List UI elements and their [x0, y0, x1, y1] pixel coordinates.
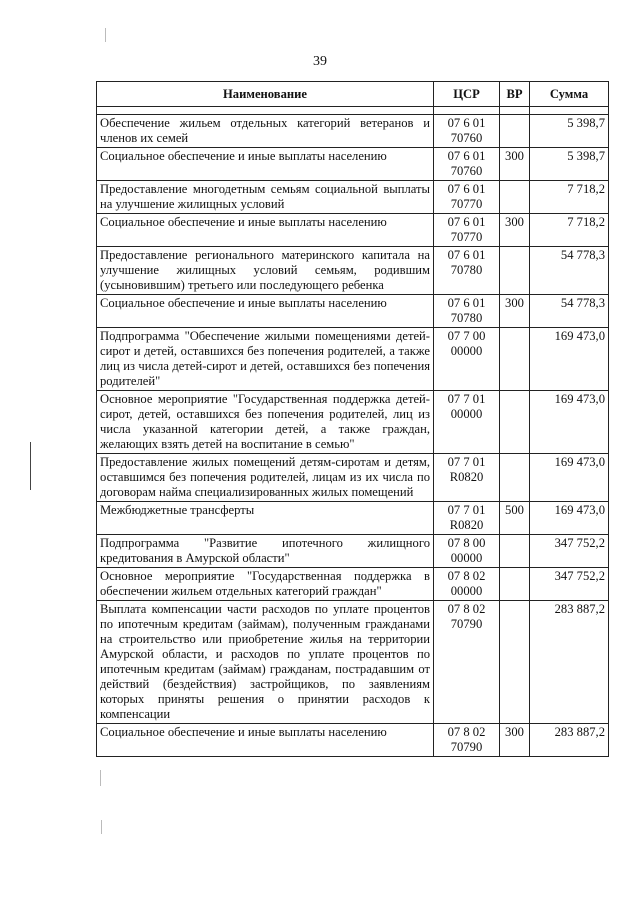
row-name: Подпрограмма "Развитие ипотечного жилищного кредитования в Амурской области" — [97, 535, 434, 568]
row-sum: 7 718,2 — [530, 214, 609, 247]
row-csr — [434, 214, 500, 247]
row-csr — [434, 724, 500, 757]
row-sum: 283 887,2 — [530, 601, 609, 724]
row-csr-line: 00000 — [450, 584, 483, 598]
row-csr — [434, 568, 500, 601]
scan-mark — [105, 28, 106, 42]
row-name: Выплата компенсации части расходов по уплате процентов по ипотечным кредитам (займам), полученным гражданами на строительство или приобретение жилья на территории Амурской области, и расходов по уплате процентов по ипотечным кредитам (займам) гражданам, пострадавшим от действий (бездействия) застройщиков, по заявлениям которых приняты решения о принятии расходов к компенсации — [97, 601, 434, 724]
row-csr — [434, 247, 500, 295]
row-name: Социальное обеспечение и иные выплаты населению — [97, 295, 434, 328]
row-sum: 169 473,0 — [530, 502, 609, 535]
table-row — [97, 535, 609, 568]
row-csr-line: 70790 — [450, 740, 483, 754]
row-name: Обеспечение жильем отдельных категорий ветеранов и членов их семей — [97, 115, 434, 148]
row-csr-line: 00000 — [450, 551, 483, 565]
row-csr-line: 07 6 01 — [447, 116, 486, 130]
row-csr — [434, 328, 500, 391]
row-csr-line: 07 7 01 — [447, 455, 486, 469]
row-sum: 7 718,2 — [530, 181, 609, 214]
row-name: Предоставление многодетным семьям социальной выплаты на улучшение жилищных условий — [97, 181, 434, 214]
table-row — [97, 295, 609, 328]
row-sum: 54 778,3 — [530, 295, 609, 328]
row-vr — [500, 535, 530, 568]
row-csr-line: 70780 — [450, 311, 483, 325]
row-vr — [500, 601, 530, 724]
row-name: Основное мероприятие "Государственная поддержка детей-сирот, детей, оставшихся без попечения родителей, лиц из числа указанной категории детей, а также граждан, желающих взять детей на воспитание в семью" — [97, 391, 434, 454]
header-sum: Сумма — [530, 82, 609, 107]
row-sum: 347 752,2 — [530, 535, 609, 568]
row-vr — [500, 247, 530, 295]
row-csr-line: 07 6 01 — [447, 149, 486, 163]
row-name: Социальное обеспечение и иные выплаты населению — [97, 214, 434, 247]
table-row — [97, 391, 609, 454]
table-row — [97, 115, 609, 148]
page-number: 39 — [313, 54, 327, 69]
row-name: Межбюджетные трансферты — [97, 502, 434, 535]
table-row — [97, 724, 609, 757]
row-csr — [434, 454, 500, 502]
row-name: Основное мероприятие "Государственная поддержка в обеспечении жильем отдельных категорий граждан" — [97, 568, 434, 601]
row-csr-line: 00000 — [450, 344, 483, 358]
row-csr-line: 07 8 02 — [447, 569, 486, 583]
header-vr: ВР — [500, 82, 530, 107]
row-csr-line: R0820 — [449, 470, 484, 484]
row-csr — [434, 115, 500, 148]
row-csr — [434, 148, 500, 181]
row-vr: 300 — [500, 724, 530, 757]
header-name: Наименование — [97, 82, 434, 107]
row-csr-line: 70760 — [450, 164, 483, 178]
row-csr-line: 07 6 01 — [447, 182, 486, 196]
row-vr — [500, 454, 530, 502]
row-vr: 300 — [500, 295, 530, 328]
row-csr — [434, 535, 500, 568]
row-name: Предоставление жилых помещений детям-сиротам и детям, оставшимся без попечения родителей, лицам из их числа по договорам найма специализированных жилых помещений — [97, 454, 434, 502]
table-row — [97, 601, 609, 724]
scan-mark — [30, 442, 31, 490]
row-csr-line: 70760 — [450, 131, 483, 145]
row-csr-line: 70770 — [450, 197, 483, 211]
row-csr — [434, 181, 500, 214]
table-row — [97, 148, 609, 181]
table-row — [97, 247, 609, 295]
row-sum: 5 398,7 — [530, 148, 609, 181]
row-vr — [500, 115, 530, 148]
row-csr-line: 07 6 01 — [447, 296, 486, 310]
row-csr-line: 07 8 02 — [447, 602, 486, 616]
row-csr-line: 07 6 01 — [447, 215, 486, 229]
row-csr-line: 70780 — [450, 263, 483, 277]
row-csr-line: 07 7 00 — [447, 329, 486, 343]
table-body — [97, 107, 609, 757]
table-row — [97, 181, 609, 214]
row-csr-line: 70790 — [450, 617, 483, 631]
row-sum: 54 778,3 — [530, 247, 609, 295]
row-csr — [434, 391, 500, 454]
row-csr-line: R0820 — [449, 518, 484, 532]
table-row — [97, 568, 609, 601]
table-row — [97, 454, 609, 502]
row-vr: 300 — [500, 214, 530, 247]
header-csr: ЦСР — [434, 82, 500, 107]
row-csr-line: 07 8 02 — [447, 725, 486, 739]
row-vr — [500, 391, 530, 454]
row-name: Социальное обеспечение и иные выплаты населению — [97, 148, 434, 181]
table-header-row — [97, 82, 609, 107]
row-name: Подпрограмма "Обеспечение жилыми помещениями детей-сирот и детей, оставшихся без попечения родителей, а также лиц из числа детей-сирот и детей, оставшихся без попечения родителей" — [97, 328, 434, 391]
row-csr — [434, 502, 500, 535]
row-vr: 300 — [500, 148, 530, 181]
row-sum: 5 398,7 — [530, 115, 609, 148]
row-csr-line: 70770 — [450, 230, 483, 244]
table-gap-row — [97, 107, 609, 115]
row-csr — [434, 601, 500, 724]
budget-table — [96, 81, 609, 757]
row-vr: 500 — [500, 502, 530, 535]
row-csr-line: 00000 — [450, 407, 483, 421]
row-name: Предоставление регионального материнского капитала на улучшение жилищных условий семьям, родившим (усыновившим) третьего или последующего ребенка — [97, 247, 434, 295]
row-sum: 169 473,0 — [530, 391, 609, 454]
row-csr-line: 07 8 00 — [447, 536, 486, 550]
row-sum: 169 473,0 — [530, 328, 609, 391]
row-csr — [434, 295, 500, 328]
row-vr — [500, 328, 530, 391]
row-csr-line: 07 7 01 — [447, 503, 486, 517]
row-sum: 169 473,0 — [530, 454, 609, 502]
row-vr — [500, 181, 530, 214]
table-row — [97, 214, 609, 247]
table-row — [97, 502, 609, 535]
row-vr — [500, 568, 530, 601]
scan-mark — [100, 770, 101, 786]
row-sum: 283 887,2 — [530, 724, 609, 757]
row-sum: 347 752,2 — [530, 568, 609, 601]
row-name: Социальное обеспечение и иные выплаты населению — [97, 724, 434, 757]
scan-mark — [101, 820, 102, 834]
table-row — [97, 328, 609, 391]
row-csr-line: 07 6 01 — [447, 248, 486, 262]
row-csr-line: 07 7 01 — [447, 392, 486, 406]
